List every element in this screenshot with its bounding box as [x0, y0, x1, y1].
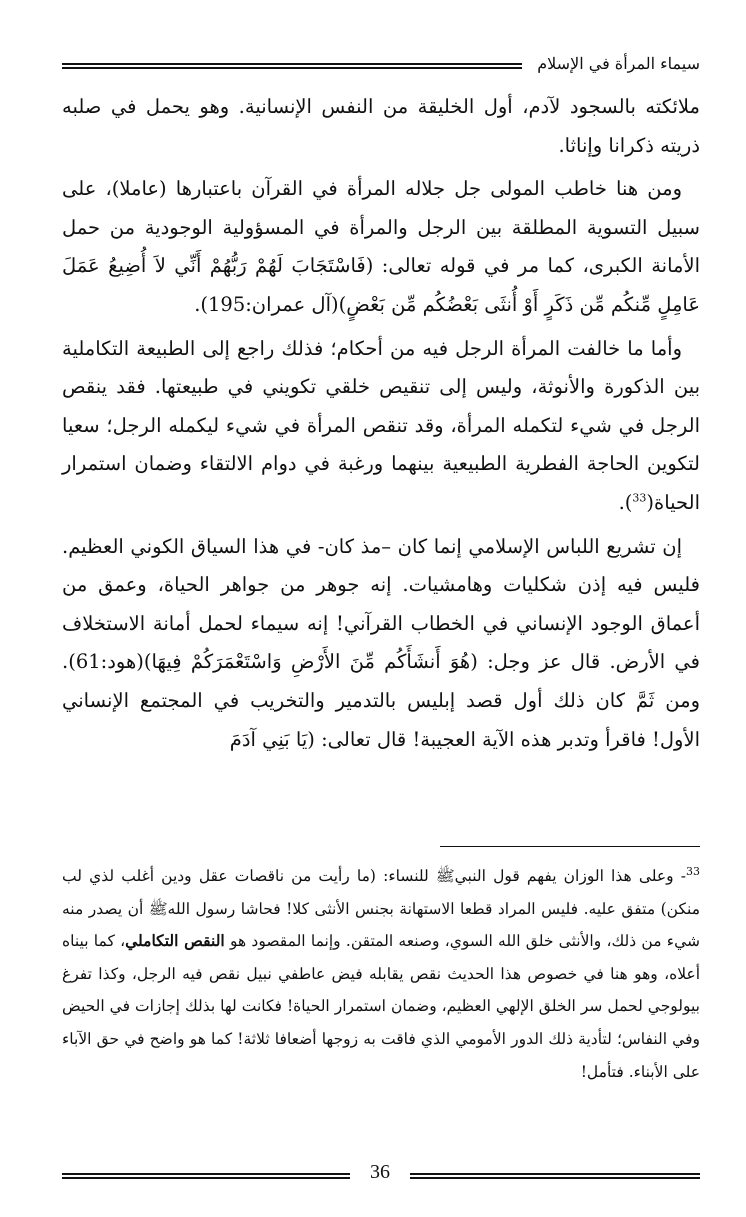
footnote-text-b: ، كما بيناه أعلاه، وهو هنا في خصوص هذا الحديث نقص يقابله فيض عاطفي نبيل نقص فيه الرجل، وكذا تفرغ بيولوجي لحمل سر الخلق الإلهي العظيم، وضمان استمرار الحياة! فكانت لها بذلك إجازات في الحيض وفي النفاس؛ لتأدية ذلك الدور الأمومي الذي فاقت به زوجها أضعافا ثلاثة! كما هو واضح في حق الآباء على الأبناء. فتأمل! — [62, 932, 700, 1081]
footer-rule-right — [410, 1173, 700, 1179]
footnote-ref-33[interactable]: 33 — [632, 491, 647, 505]
footnote-number: 33 — [686, 864, 700, 878]
footnotes — [62, 860, 700, 1088]
paragraph-2: ومن هنا خاطب المولى جل جلاله المرأة في القرآن باعتبارها (عاملا)، على سبيل التسوية المطلقة بين الرجل والمرأة في المسؤولية الوجودية من حمل الأمانة الكبرى، كما مر في قوله تعالى: (فَاسْتَجَابَ لَهُمْ رَبُّهُمْ أَنِّي لاَ أُضِيعُ عَمَلَ عَامِلٍ مِّنكُم مِّن ذَكَرٍ أَوْ أُنثَى بَعْضُكُم مِّن بَعْضٍ)(آل عمران:195). — [62, 177, 700, 316]
page-number: 36 — [370, 1161, 390, 1183]
book-title: سيماء المرأة في الإسلام — [529, 54, 700, 73]
paragraph-3-text: وأما ما خالفت المرأة الرجل فيه من أحكام؛ فذلك راجع إلى الطبيعة التكاملية بين الذكورة والأنوثة، وليس إلى تنقيص خلقي تكويني في طبيعتها. فقد ينقص الرجل في شيء لتكمله المرأة، وقد تنقص المرأة في شيء ليكمله الرجل؛ سعيا لتكوين الحاجة الفطرية الطبيعية بينهما ورغبة في دوام الالتقاء وضمان استمرار الحياة( — [62, 336, 700, 514]
running-header — [62, 52, 700, 82]
footnote-separator — [440, 846, 700, 847]
main-text — [62, 88, 700, 759]
page-footer — [62, 1163, 700, 1189]
paragraph-3 — [62, 330, 700, 523]
header-rule — [62, 63, 522, 69]
footer-rule-left — [62, 1173, 350, 1179]
footnote-33 — [62, 860, 700, 1088]
footnote-text-a: - وعلى هذا الوزان يفهم قول النبيﷺ للنساء: (ما رأيت من ناقصات عقل ودين أغلب لذي لب منكن) متفق عليه. فليس المراد قطعا الاستهانة بجنس الأنثى كلا! فحاشا رسول اللهﷺ أن يصدر منه شيء من ذلك، والأنثى خلق الله السوي، وصنعه المتقن. وإنما المقصود هو — [62, 867, 700, 951]
paragraph-4: إن تشريع اللباس الإسلامي إنما كان –مذ كان- في هذا السياق الكوني العظيم. فليس فيه إذن شكليات وهامشيات. إنه جوهر من جواهر الحياة، وعمق من أعماق الوجود الإنساني في الخطاب القرآني! إنه سيماء لحمل أمانة الاستخلاف في الأرض. قال عز وجل: (هُوَ أَنشَأَكُم مِّنَ الأَرْضِ وَاسْتَعْمَرَكُمْ فِيهَا)(هود:61). ومن ثَمَّ كان ذلك أول قصد إبليس بالتدمير والتخريب في المجتمع الإنساني الأول! فاقرأ وتدبر هذه الآية العجيبة! قال تعالى: (يَا بَنِي آدَمَ — [62, 534, 700, 751]
paragraph-1: ملائكته بالسجود لآدم، أول الخليقة من النفس الإنسانية. وهو يحمل في صلبه ذريته ذكرانا وإناثا. — [62, 95, 700, 157]
footnote-emphasis: النقص التكاملي — [125, 931, 225, 951]
paragraph-3-end: ). — [618, 490, 633, 514]
